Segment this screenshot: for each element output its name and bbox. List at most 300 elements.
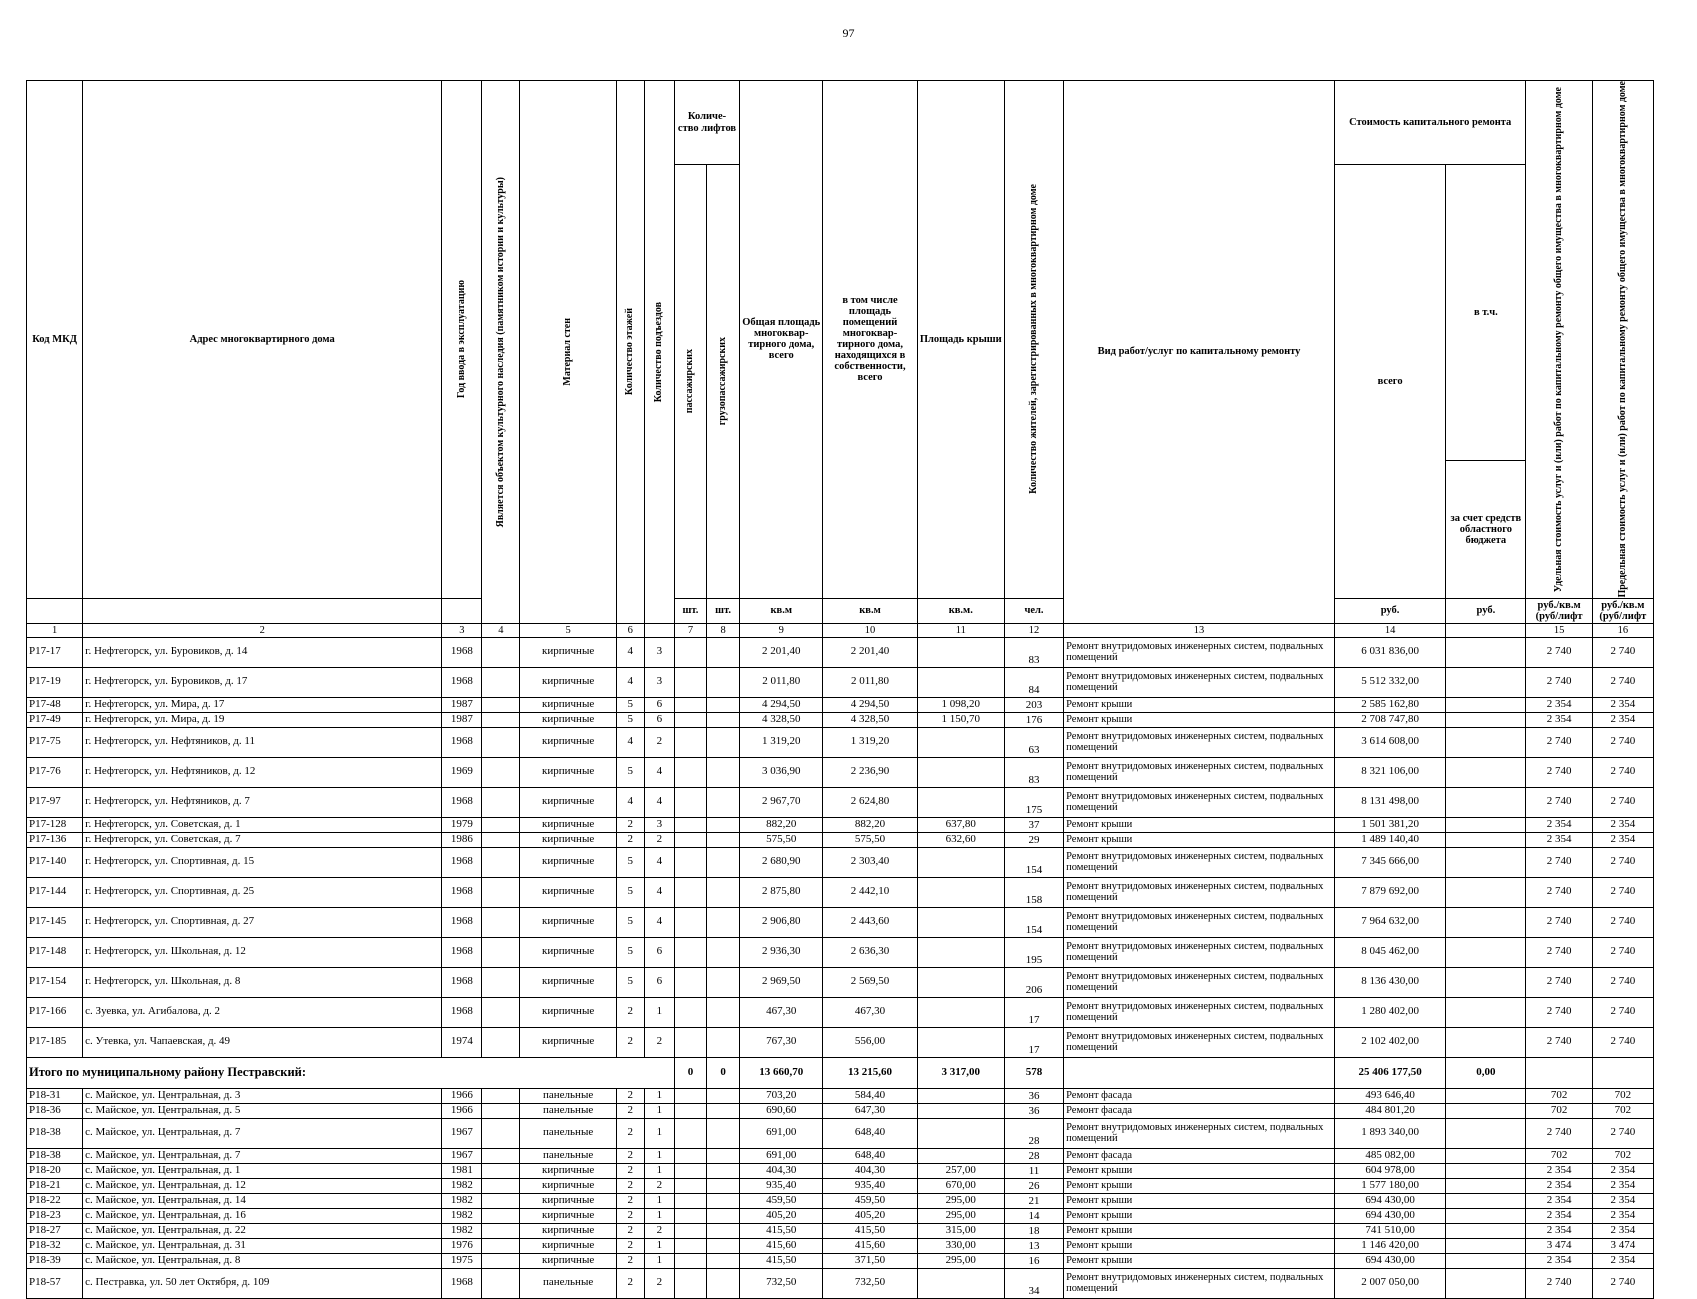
cell-residents: 21 bbox=[1004, 1193, 1063, 1208]
table-row bbox=[27, 697, 1654, 712]
cell-year: 1982 bbox=[442, 1178, 482, 1193]
cell-entrances: 1 bbox=[644, 997, 674, 1027]
cell-roof-area: 257,00 bbox=[917, 1163, 1004, 1178]
cell-owned-area: 575,50 bbox=[823, 832, 917, 847]
cell-unit-cost: 2 354 bbox=[1526, 1223, 1592, 1238]
unit-cell bbox=[27, 598, 83, 623]
table-row bbox=[27, 712, 1654, 727]
cell-year: 1987 bbox=[442, 712, 482, 727]
table-row bbox=[27, 1027, 1654, 1057]
cell-cost-total: 8 045 462,00 bbox=[1334, 937, 1445, 967]
cell-total-area: 2 011,80 bbox=[740, 667, 823, 697]
cell-cost-regional bbox=[1446, 1223, 1526, 1238]
cell-cost-regional bbox=[1446, 1268, 1526, 1298]
cell-entrances: 3 bbox=[644, 817, 674, 832]
cell-year: 1967 bbox=[442, 1148, 482, 1163]
cell-year: 1982 bbox=[442, 1223, 482, 1238]
table-row bbox=[27, 1148, 1654, 1163]
cell-lifts-freight bbox=[707, 1238, 740, 1253]
cell-max-cost: 2 740 bbox=[1592, 847, 1653, 877]
table-row bbox=[27, 877, 1654, 907]
cell-unit-cost: 2 740 bbox=[1526, 937, 1592, 967]
cell-lifts-freight bbox=[707, 1088, 740, 1103]
cell-lifts-passenger bbox=[674, 727, 706, 757]
cell-owned-area: 935,40 bbox=[823, 1178, 917, 1193]
cell-lifts-freight bbox=[707, 727, 740, 757]
cell-heritage bbox=[482, 697, 520, 712]
total-lifts-freight: 0 bbox=[707, 1057, 740, 1088]
table-row bbox=[27, 997, 1654, 1027]
cell-roof-area bbox=[917, 727, 1004, 757]
cell-roof-area: 1 150,70 bbox=[917, 712, 1004, 727]
column-number: 12 bbox=[1004, 623, 1063, 637]
cell-lifts-passenger bbox=[674, 1088, 706, 1103]
column-number bbox=[644, 623, 674, 637]
cell-max-cost: 2 354 bbox=[1592, 1193, 1653, 1208]
cell-cost-regional bbox=[1446, 1193, 1526, 1208]
cell-residents: 158 bbox=[1004, 877, 1063, 907]
cell-cost-regional bbox=[1446, 832, 1526, 847]
cell-lifts-freight bbox=[707, 712, 740, 727]
cell-owned-area: 2 443,60 bbox=[823, 907, 917, 937]
cell-cost-total: 1 577 180,00 bbox=[1334, 1178, 1445, 1193]
cell-wall-material: кирпичные bbox=[520, 847, 616, 877]
total-cost-total: 25 406 177,50 bbox=[1334, 1057, 1445, 1088]
cell-cost-total: 493 646,40 bbox=[1334, 1088, 1445, 1103]
cell-lifts-passenger bbox=[674, 1238, 706, 1253]
cell-residents: 11 bbox=[1004, 1163, 1063, 1178]
cell-cost-regional bbox=[1446, 1118, 1526, 1148]
cell-heritage bbox=[482, 847, 520, 877]
cell-unit-cost: 2 354 bbox=[1526, 832, 1592, 847]
cell-owned-area: 415,50 bbox=[823, 1223, 917, 1238]
cell-address: г. Нефтегорск, ул. Спортивная, д. 15 bbox=[83, 847, 442, 877]
cell-cost-regional bbox=[1446, 1163, 1526, 1178]
cell-roof-area bbox=[917, 1103, 1004, 1118]
cell-total-area: 4 294,50 bbox=[740, 697, 823, 712]
cell-unit-cost: 3 474 bbox=[1526, 1238, 1592, 1253]
cell-total-area: 459,50 bbox=[740, 1193, 823, 1208]
cell-cost-total: 1 893 340,00 bbox=[1334, 1118, 1445, 1148]
cell-cost-regional bbox=[1446, 727, 1526, 757]
cell-entrances: 4 bbox=[644, 787, 674, 817]
total-row bbox=[27, 1057, 1654, 1088]
cell-floors: 2 bbox=[616, 817, 644, 832]
cell-total-area: 405,20 bbox=[740, 1208, 823, 1223]
cell-work-type: Ремонт внутридомовых инженерных систем, подвальных помещений bbox=[1064, 877, 1335, 907]
cell-lifts-passenger bbox=[674, 907, 706, 937]
cell-heritage bbox=[482, 832, 520, 847]
cell-mkd-code: Р17-128 bbox=[27, 817, 83, 832]
cell-total-area: 2 969,50 bbox=[740, 967, 823, 997]
cell-total-area: 2 906,80 bbox=[740, 907, 823, 937]
cell-entrances: 1 bbox=[644, 1238, 674, 1253]
cell-floors: 2 bbox=[616, 1148, 644, 1163]
cell-floors: 5 bbox=[616, 967, 644, 997]
cell-max-cost: 702 bbox=[1592, 1103, 1653, 1118]
table-row bbox=[27, 832, 1654, 847]
cell-address: с. Зуевка, ул. Агибалова, д. 2 bbox=[83, 997, 442, 1027]
header-cost-incl: в т.ч. bbox=[1446, 165, 1526, 461]
cell-cost-regional bbox=[1446, 877, 1526, 907]
column-number-row bbox=[27, 623, 1654, 637]
cell-work-type: Ремонт крыши bbox=[1064, 697, 1335, 712]
cell-heritage bbox=[482, 817, 520, 832]
cell-cost-regional bbox=[1446, 787, 1526, 817]
cell-cost-regional bbox=[1446, 1027, 1526, 1057]
cell-floors: 2 bbox=[616, 997, 644, 1027]
cell-entrances: 2 bbox=[644, 1268, 674, 1298]
cell-heritage bbox=[482, 967, 520, 997]
cell-address: г. Нефтегорск, ул. Буровиков, д. 17 bbox=[83, 667, 442, 697]
cell-unit-cost: 702 bbox=[1526, 1148, 1592, 1163]
header-heritage: Является объектом культурного наследия (памятником истории и культуры) bbox=[482, 81, 520, 624]
unit-cell bbox=[442, 598, 482, 623]
cell-heritage bbox=[482, 1208, 520, 1223]
column-number: 2 bbox=[83, 623, 442, 637]
cell-floors: 2 bbox=[616, 1118, 644, 1148]
cell-work-type: Ремонт внутридомовых инженерных систем, подвальных помещений bbox=[1064, 727, 1335, 757]
cell-cost-regional bbox=[1446, 1103, 1526, 1118]
cell-total-area: 415,50 bbox=[740, 1223, 823, 1238]
cell-residents: 154 bbox=[1004, 847, 1063, 877]
cell-unit-cost: 2 354 bbox=[1526, 1178, 1592, 1193]
cell-residents: 28 bbox=[1004, 1118, 1063, 1148]
cell-unit-cost: 2 740 bbox=[1526, 787, 1592, 817]
cell-roof-area bbox=[917, 997, 1004, 1027]
capital-repair-table bbox=[26, 80, 1654, 1299]
cell-residents: 36 bbox=[1004, 1088, 1063, 1103]
cell-year: 1968 bbox=[442, 877, 482, 907]
unit-unit-cost: руб./кв.м (руб/лифт bbox=[1526, 598, 1592, 623]
cell-year: 1968 bbox=[442, 847, 482, 877]
cell-roof-area bbox=[917, 1027, 1004, 1057]
cell-total-area: 2 201,40 bbox=[740, 637, 823, 667]
cell-year: 1982 bbox=[442, 1193, 482, 1208]
cell-lifts-passenger bbox=[674, 1268, 706, 1298]
cell-wall-material: кирпичные bbox=[520, 877, 616, 907]
unit-roof-area: кв.м. bbox=[917, 598, 1004, 623]
cell-unit-cost: 2 354 bbox=[1526, 1163, 1592, 1178]
column-number: 11 bbox=[917, 623, 1004, 637]
cell-owned-area: 2 236,90 bbox=[823, 757, 917, 787]
cell-address: с. Майское, ул. Центральная, д. 5 bbox=[83, 1103, 442, 1118]
cell-heritage bbox=[482, 1223, 520, 1238]
cell-entrances: 2 bbox=[644, 727, 674, 757]
unit-cell bbox=[83, 598, 442, 623]
cell-lifts-passenger bbox=[674, 1163, 706, 1178]
cell-total-area: 690,60 bbox=[740, 1103, 823, 1118]
cell-unit-cost: 702 bbox=[1526, 1088, 1592, 1103]
cell-floors: 2 bbox=[616, 1088, 644, 1103]
cell-year: 1982 bbox=[442, 1208, 482, 1223]
cell-owned-area: 2 303,40 bbox=[823, 847, 917, 877]
cell-unit-cost: 2 740 bbox=[1526, 847, 1592, 877]
cell-floors: 2 bbox=[616, 1027, 644, 1057]
cell-heritage bbox=[482, 1193, 520, 1208]
cell-work-type: Ремонт крыши bbox=[1064, 1193, 1335, 1208]
cell-lifts-freight bbox=[707, 1178, 740, 1193]
cell-wall-material: кирпичные bbox=[520, 967, 616, 997]
header-floors: Количество этажей bbox=[616, 81, 644, 624]
cell-entrances: 2 bbox=[644, 1027, 674, 1057]
cell-cost-regional bbox=[1446, 817, 1526, 832]
cell-wall-material: кирпичные bbox=[520, 937, 616, 967]
cell-address: г. Нефтегорск, ул. Советская, д. 1 bbox=[83, 817, 442, 832]
cell-floors: 2 bbox=[616, 1223, 644, 1238]
cell-heritage bbox=[482, 1253, 520, 1268]
cell-roof-area: 632,60 bbox=[917, 832, 1004, 847]
cell-entrances: 4 bbox=[644, 847, 674, 877]
cell-lifts-freight bbox=[707, 1268, 740, 1298]
cell-owned-area: 2 201,40 bbox=[823, 637, 917, 667]
cell-address: г. Нефтегорск, ул. Нефтяников, д. 12 bbox=[83, 757, 442, 787]
cell-floors: 5 bbox=[616, 847, 644, 877]
cell-max-cost: 2 740 bbox=[1592, 667, 1653, 697]
cell-wall-material: панельные bbox=[520, 1148, 616, 1163]
cell-total-area: 2 967,70 bbox=[740, 787, 823, 817]
cell-total-area: 732,50 bbox=[740, 1268, 823, 1298]
cell-mkd-code: Р18-38 bbox=[27, 1148, 83, 1163]
cell-lifts-freight bbox=[707, 907, 740, 937]
cell-work-type: Ремонт крыши bbox=[1064, 1223, 1335, 1238]
cell-cost-regional bbox=[1446, 847, 1526, 877]
cell-year: 1979 bbox=[442, 817, 482, 832]
cell-mkd-code: Р17-154 bbox=[27, 967, 83, 997]
cell-lifts-freight bbox=[707, 1027, 740, 1057]
cell-floors: 4 bbox=[616, 637, 644, 667]
cell-year: 1968 bbox=[442, 967, 482, 997]
header-work-type: Вид работ/услуг по капитальному ремонту bbox=[1064, 81, 1335, 624]
cell-year: 1966 bbox=[442, 1103, 482, 1118]
cell-lifts-freight bbox=[707, 877, 740, 907]
total-work-type bbox=[1064, 1057, 1335, 1088]
cell-heritage bbox=[482, 712, 520, 727]
cell-year: 1976 bbox=[442, 1238, 482, 1253]
column-number: 8 bbox=[707, 623, 740, 637]
table-row bbox=[27, 1238, 1654, 1253]
cell-max-cost: 2 740 bbox=[1592, 877, 1653, 907]
cell-lifts-passenger bbox=[674, 832, 706, 847]
cell-cost-total: 7 345 666,00 bbox=[1334, 847, 1445, 877]
cell-total-area: 703,20 bbox=[740, 1088, 823, 1103]
cell-wall-material: панельные bbox=[520, 1118, 616, 1148]
cell-mkd-code: Р17-144 bbox=[27, 877, 83, 907]
cell-unit-cost: 2 740 bbox=[1526, 907, 1592, 937]
cell-work-type: Ремонт внутридомовых инженерных систем, подвальных помещений bbox=[1064, 907, 1335, 937]
cell-floors: 5 bbox=[616, 757, 644, 787]
cell-lifts-freight bbox=[707, 667, 740, 697]
cell-entrances: 2 bbox=[644, 832, 674, 847]
cell-work-type: Ремонт фасада bbox=[1064, 1148, 1335, 1163]
cell-floors: 2 bbox=[616, 832, 644, 847]
cell-entrances: 1 bbox=[644, 1193, 674, 1208]
cell-roof-area: 330,00 bbox=[917, 1238, 1004, 1253]
cell-heritage bbox=[482, 667, 520, 697]
cell-address: с. Майское, ул. Центральная, д. 14 bbox=[83, 1193, 442, 1208]
cell-cost-total: 6 031 836,00 bbox=[1334, 637, 1445, 667]
cell-residents: 28 bbox=[1004, 1148, 1063, 1163]
cell-floors: 2 bbox=[616, 1193, 644, 1208]
cell-total-area: 691,00 bbox=[740, 1148, 823, 1163]
cell-cost-total: 8 136 430,00 bbox=[1334, 967, 1445, 997]
cell-work-type: Ремонт крыши bbox=[1064, 712, 1335, 727]
cell-cost-total: 7 964 632,00 bbox=[1334, 907, 1445, 937]
cell-cost-total: 1 501 381,20 bbox=[1334, 817, 1445, 832]
header-owned-area: в том числе площадь помещений многоквар- тирного дома, находящихся в собственности, всего bbox=[823, 81, 917, 599]
total-cost-regional: 0,00 bbox=[1446, 1057, 1526, 1088]
cell-heritage bbox=[482, 637, 520, 667]
cell-wall-material: кирпичные bbox=[520, 1193, 616, 1208]
cell-owned-area: 2 569,50 bbox=[823, 967, 917, 997]
cell-roof-area: 295,00 bbox=[917, 1208, 1004, 1223]
cell-max-cost: 2 354 bbox=[1592, 697, 1653, 712]
capital-repair-table-sheet bbox=[26, 80, 1654, 1299]
cell-heritage bbox=[482, 727, 520, 757]
cell-roof-area bbox=[917, 1268, 1004, 1298]
cell-floors: 2 bbox=[616, 1178, 644, 1193]
cell-year: 1968 bbox=[442, 1268, 482, 1298]
cell-residents: 195 bbox=[1004, 937, 1063, 967]
cell-wall-material: кирпичные bbox=[520, 637, 616, 667]
unit-residents: чел. bbox=[1004, 598, 1063, 623]
cell-year: 1968 bbox=[442, 637, 482, 667]
cell-max-cost: 2 740 bbox=[1592, 1027, 1653, 1057]
cell-residents: 13 bbox=[1004, 1238, 1063, 1253]
header-address: Адрес многоквартирного дома bbox=[83, 81, 442, 599]
cell-cost-total: 8 131 498,00 bbox=[1334, 787, 1445, 817]
cell-total-area: 575,50 bbox=[740, 832, 823, 847]
total-max-cost bbox=[1592, 1057, 1653, 1088]
cell-entrances: 4 bbox=[644, 907, 674, 937]
cell-address: с. Майское, ул. Центральная, д. 16 bbox=[83, 1208, 442, 1223]
table-row bbox=[27, 727, 1654, 757]
cell-total-area: 4 328,50 bbox=[740, 712, 823, 727]
cell-roof-area: 1 098,20 bbox=[917, 697, 1004, 712]
cell-entrances: 1 bbox=[644, 1103, 674, 1118]
table-row bbox=[27, 1163, 1654, 1178]
cell-max-cost: 2 354 bbox=[1592, 1253, 1653, 1268]
cell-lifts-freight bbox=[707, 1223, 740, 1238]
header-cost-regional: за счет средств областного бюджета bbox=[1446, 460, 1526, 598]
cell-roof-area: 295,00 bbox=[917, 1253, 1004, 1268]
cell-cost-total: 2 708 747,80 bbox=[1334, 712, 1445, 727]
cell-wall-material: кирпичные bbox=[520, 832, 616, 847]
cell-roof-area: 670,00 bbox=[917, 1178, 1004, 1193]
unit-cost-regional: руб. bbox=[1446, 598, 1526, 623]
cell-cost-total: 694 430,00 bbox=[1334, 1208, 1445, 1223]
cell-owned-area: 1 319,20 bbox=[823, 727, 917, 757]
cell-mkd-code: Р18-57 bbox=[27, 1268, 83, 1298]
cell-address: с. Майское, ул. Центральная, д. 12 bbox=[83, 1178, 442, 1193]
cell-total-area: 935,40 bbox=[740, 1178, 823, 1193]
cell-owned-area: 732,50 bbox=[823, 1268, 917, 1298]
column-number: 3 bbox=[442, 623, 482, 637]
cell-floors: 5 bbox=[616, 877, 644, 907]
cell-residents: 176 bbox=[1004, 712, 1063, 727]
cell-max-cost: 2 354 bbox=[1592, 1223, 1653, 1238]
cell-work-type: Ремонт крыши bbox=[1064, 1238, 1335, 1253]
cell-mkd-code: Р18-31 bbox=[27, 1088, 83, 1103]
header-max-cost: Предельная стоимость услуг и (или) работ по капитальному ремонту общего имущества в многоквартирном доме bbox=[1592, 81, 1653, 599]
table-header bbox=[27, 81, 1654, 638]
table-row bbox=[27, 817, 1654, 832]
cell-mkd-code: Р17-136 bbox=[27, 832, 83, 847]
cell-cost-total: 694 430,00 bbox=[1334, 1253, 1445, 1268]
cell-year: 1968 bbox=[442, 787, 482, 817]
cell-wall-material: кирпичные bbox=[520, 757, 616, 787]
cell-cost-regional bbox=[1446, 967, 1526, 997]
cell-max-cost: 3 474 bbox=[1592, 1238, 1653, 1253]
cell-work-type: Ремонт внутридомовых инженерных систем, подвальных помещений bbox=[1064, 637, 1335, 667]
cell-max-cost: 2 354 bbox=[1592, 1178, 1653, 1193]
cell-total-area: 882,20 bbox=[740, 817, 823, 832]
cell-entrances: 2 bbox=[644, 1178, 674, 1193]
cell-mkd-code: Р18-20 bbox=[27, 1163, 83, 1178]
cell-total-area: 2 875,80 bbox=[740, 877, 823, 907]
cell-total-area: 2 680,90 bbox=[740, 847, 823, 877]
cell-mkd-code: Р17-75 bbox=[27, 727, 83, 757]
cell-lifts-passenger bbox=[674, 1027, 706, 1057]
cell-roof-area: 295,00 bbox=[917, 1193, 1004, 1208]
cell-address: с. Майское, ул. Центральная, д. 7 bbox=[83, 1148, 442, 1163]
cell-total-area: 1 319,20 bbox=[740, 727, 823, 757]
cell-year: 1986 bbox=[442, 832, 482, 847]
cell-lifts-freight bbox=[707, 1118, 740, 1148]
cell-heritage bbox=[482, 1178, 520, 1193]
cell-residents: 83 bbox=[1004, 757, 1063, 787]
cell-entrances: 6 bbox=[644, 697, 674, 712]
cell-entrances: 1 bbox=[644, 1088, 674, 1103]
cell-cost-total: 8 321 106,00 bbox=[1334, 757, 1445, 787]
cell-owned-area: 2 636,30 bbox=[823, 937, 917, 967]
cell-cost-regional bbox=[1446, 1238, 1526, 1253]
cell-work-type: Ремонт внутридомовых инженерных систем, подвальных помещений bbox=[1064, 787, 1335, 817]
cell-work-type: Ремонт внутридомовых инженерных систем, подвальных помещений bbox=[1064, 937, 1335, 967]
cell-cost-regional bbox=[1446, 907, 1526, 937]
cell-heritage bbox=[482, 1103, 520, 1118]
column-number: 5 bbox=[520, 623, 616, 637]
cell-roof-area bbox=[917, 757, 1004, 787]
cell-cost-regional bbox=[1446, 1088, 1526, 1103]
cell-lifts-passenger bbox=[674, 937, 706, 967]
cell-mkd-code: Р17-166 bbox=[27, 997, 83, 1027]
cell-entrances: 6 bbox=[644, 967, 674, 997]
cell-address: с. Майское, ул. Центральная, д. 1 bbox=[83, 1163, 442, 1178]
cell-cost-regional bbox=[1446, 1148, 1526, 1163]
header-entrances: Количество подъездов bbox=[644, 81, 674, 624]
cell-address: с. Майское, ул. Центральная, д. 31 bbox=[83, 1238, 442, 1253]
cell-wall-material: кирпичные bbox=[520, 1027, 616, 1057]
header-roof-area: Площадь крыши bbox=[917, 81, 1004, 599]
cell-mkd-code: Р17-17 bbox=[27, 637, 83, 667]
column-number: 6 bbox=[616, 623, 644, 637]
cell-lifts-freight bbox=[707, 1148, 740, 1163]
cell-lifts-freight bbox=[707, 832, 740, 847]
cell-cost-total: 3 614 608,00 bbox=[1334, 727, 1445, 757]
cell-address: г. Нефтегорск, ул. Мира, д. 19 bbox=[83, 712, 442, 727]
cell-work-type: Ремонт внутридомовых инженерных систем, подвальных помещений bbox=[1064, 997, 1335, 1027]
cell-unit-cost: 2 740 bbox=[1526, 877, 1592, 907]
cell-roof-area bbox=[917, 967, 1004, 997]
cell-entrances: 1 bbox=[644, 1118, 674, 1148]
cell-residents: 83 bbox=[1004, 637, 1063, 667]
unit-max-cost: руб./кв.м (руб/лифт bbox=[1592, 598, 1653, 623]
cell-lifts-freight bbox=[707, 817, 740, 832]
cell-lifts-freight bbox=[707, 967, 740, 997]
cell-mkd-code: Р18-38 bbox=[27, 1118, 83, 1148]
cell-lifts-freight bbox=[707, 997, 740, 1027]
